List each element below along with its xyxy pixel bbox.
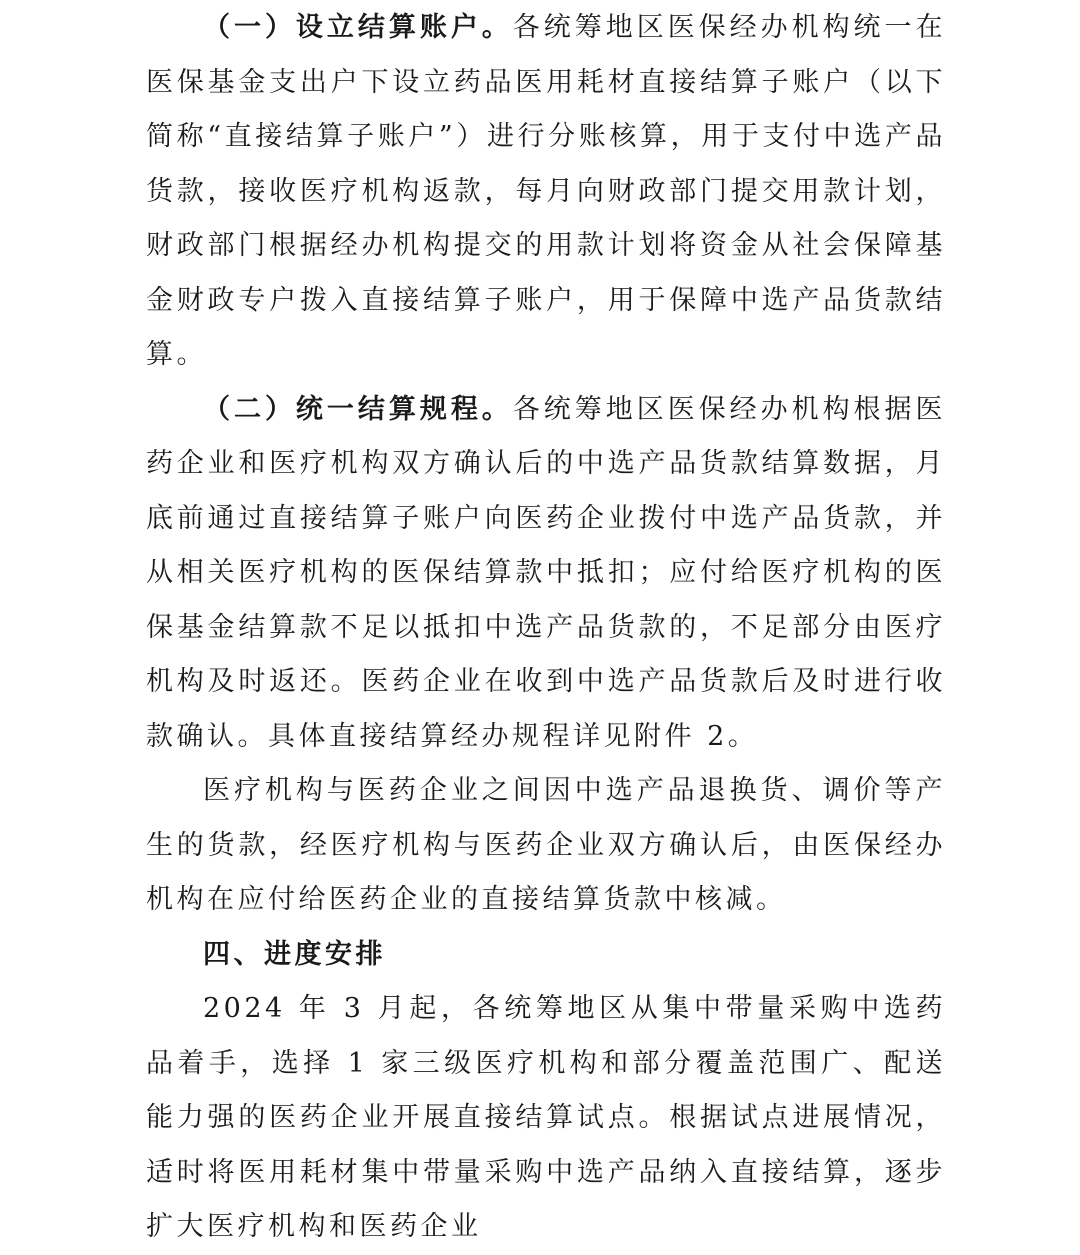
paragraph-body: 各统筹地区医保经办机构统一在医保基金支出户下设立药品医用耗材直接结算子账户（以下简称“直接结算子账户”）进行分账核算，用于支付中选产品货款，接收医疗机构返款，每月向财政部门提交用款计划，财政部门根据经办机构提交的用款计划将资金从社会保障基金财政专户拨入直接结算子账户，用于保障中选产品货款结算。 [146, 12, 947, 370]
section-heading-schedule: 四、进度安排 [203, 938, 386, 970]
paragraph-lead: （一）设立结算账户。 [203, 12, 513, 43]
paragraph-return-exchange [146, 764, 946, 928]
paragraph-settlement-account [146, 1, 946, 383]
paragraph-body: 医疗机构与医药企业之间因中选产品退换货、调价等产生的货款，经医疗机构与医药企业双方确认后，由医保经办机构在应付给医药企业的直接结算货款中核减。 [146, 775, 946, 915]
paragraph-settlement-procedure [146, 383, 946, 765]
paragraph-body: 各统筹地区医保经办机构根据医药企业和医疗机构双方确认后的中选产品货款结算数据，月底前通过直接结算子账户向医药企业拨付中选产品货款，并从相关医疗机构的医保结算款中抵扣；应付给医疗机构的医保基金结算款不足以抵扣中选产品货款的，不足部分由医疗机构及时返还。医药企业在收到中选产品货款后及时进行收款确认。具体直接结算经办规程详见附件 2。 [146, 393, 947, 752]
paragraph-body: 2024 年 3 月起，各统筹地区从集中带量采购中选药品着手，选择 1 家三级医疗机构和部分覆盖范围广、配送能力强的医药企业开展直接结算试点。根据试点进展情况，适时将医用耗材集中带量采购中选产品纳入直接结算，逐步扩大医疗机构和医药企业 [146, 993, 946, 1242]
document-page [0, 1, 1080, 1242]
paragraph-schedule [146, 982, 946, 1255]
paragraph-lead: （二）统一结算规程。 [203, 393, 513, 425]
